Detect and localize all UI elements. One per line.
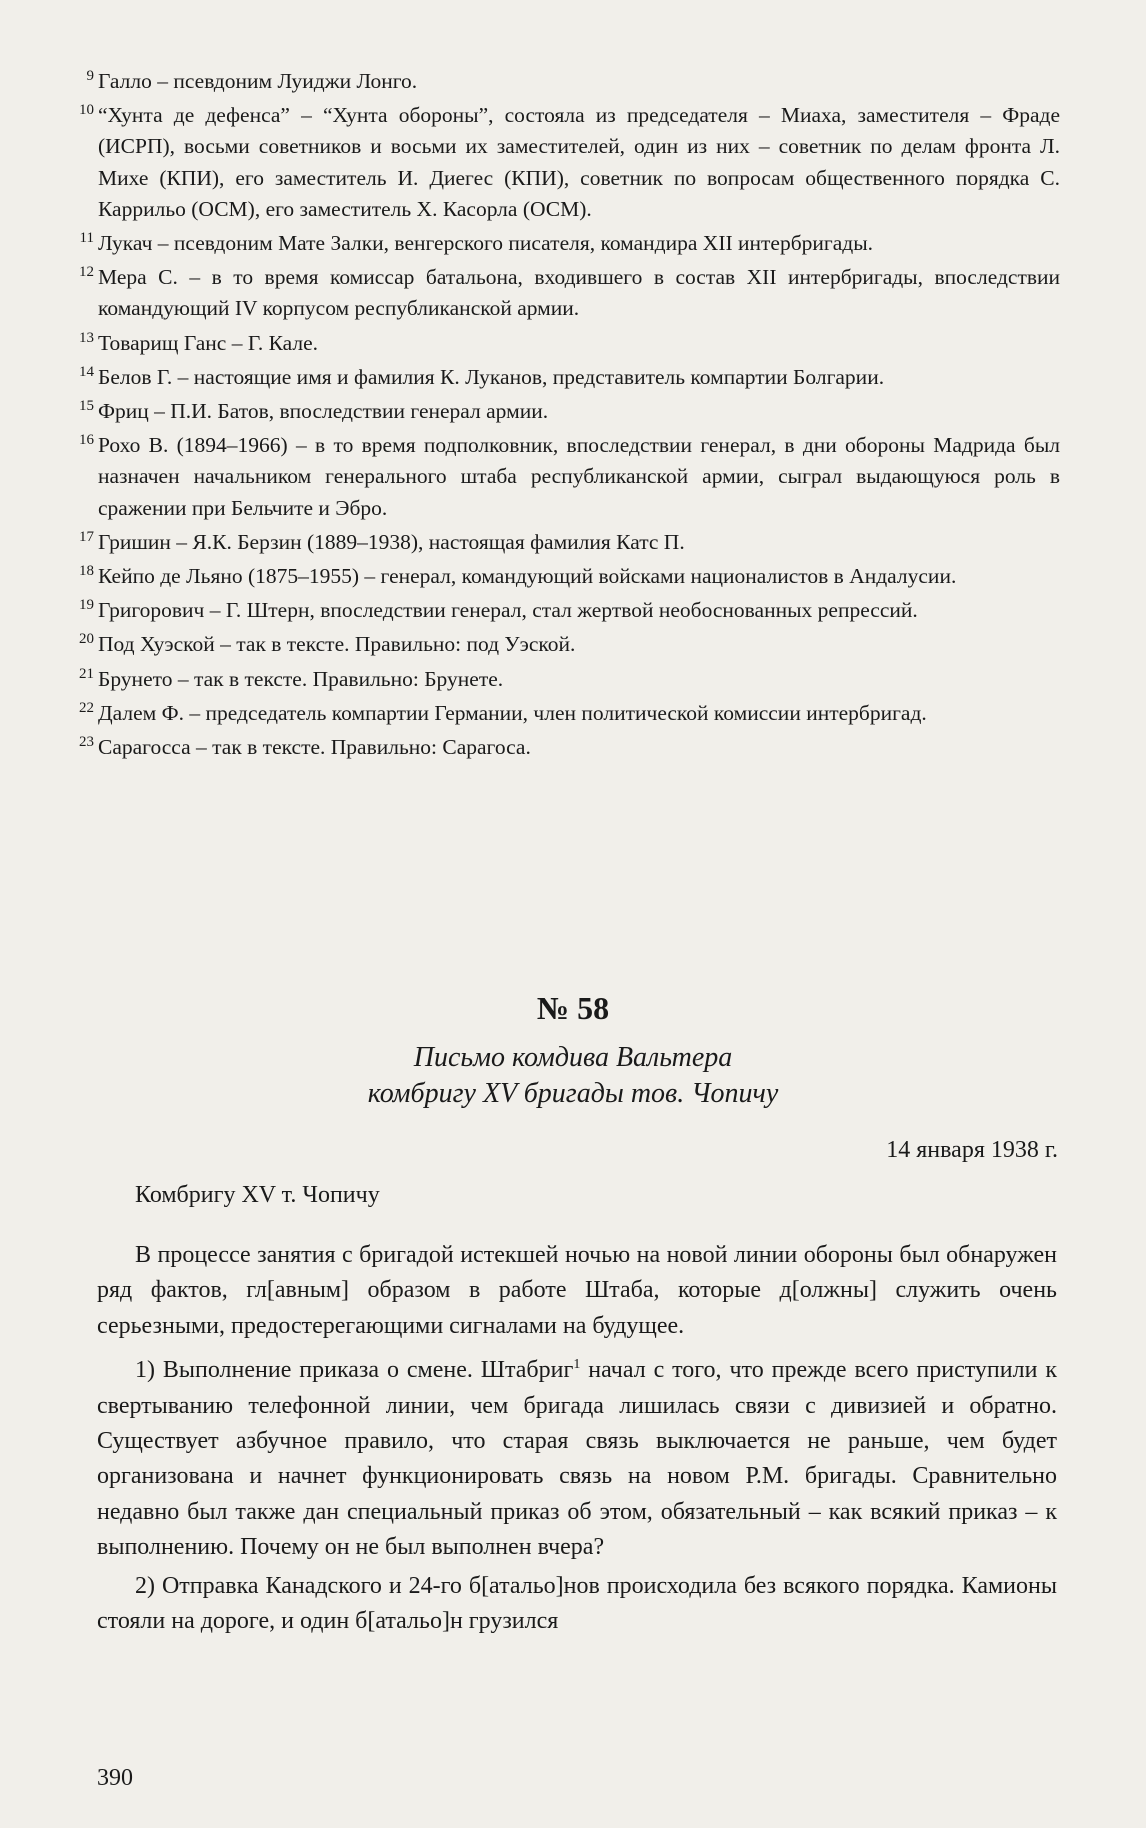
footnote-text: Гришин – Я.К. Берзин (1889–1938), настоящая фамилия Катс П. (98, 529, 685, 554)
footnote-number: 15 (79, 398, 94, 415)
footnote (60, 430, 1060, 524)
footnote (60, 698, 1060, 729)
footnote-text: Под Хуэской – так в тексте. Правильно: под Уэской. (98, 632, 576, 657)
paragraph: 2) Отправка Канадского и 24-го б[атальо]нов происходила без всякого порядка. Камионы стояли на дороге, и один б[атальо]н грузился (97, 1572, 1057, 1635)
footnote-number: 23 (79, 734, 94, 751)
footnote-text: Рохо В. (1894–1966) – в то время подполковник, впоследствии генерал, в дни обороны Мадрида был назначен начальником генерального штаба республиканской армии, сыграл выдающуюся роль в сражении при Бельчите и Эбро. (98, 433, 1060, 520)
footnote-number: 18 (79, 563, 94, 580)
footnote-text: Мера С. – в то время комиссар батальона, входившего в состав XII интербригады, впоследствии командующий IV корпусом республиканской армии. (98, 265, 1060, 321)
footnote-number: 13 (79, 329, 94, 346)
footnote-text: Далем Ф. – председатель компартии Германии, член политической комиссии интербригад. (98, 700, 927, 725)
footnotes-list (60, 66, 1060, 766)
footnote-number: 19 (79, 597, 94, 614)
footnote-number: 16 (79, 432, 94, 449)
footnote (60, 527, 1060, 558)
page-number: 390 (97, 1765, 133, 1791)
footnote-text: Кейпо де Льяно (1875–1955) – генерал, командующий войсками националистов в Андалусии. (98, 564, 957, 589)
document-title-line: комбригу XV бригады тов. Чопичу (367, 1078, 779, 1109)
document-date: 14 января 1938 г. (886, 1137, 1058, 1163)
footnote (60, 100, 1060, 225)
paragraph (97, 1347, 1057, 1565)
letter-body (97, 1238, 1057, 1642)
footnote-text: Галло – псевдоним Луиджи Лонго. (98, 69, 418, 93)
footnote (60, 66, 1060, 97)
footnote-number: 11 (79, 230, 94, 247)
footnote-number: 21 (79, 665, 94, 682)
footnote-text: Лукач – псевдоним Мате Залки, венгерского писателя, командира XII интербригады. (98, 231, 874, 256)
footnote-text: Григорович – Г. Штерн, впоследствии генерал, стал жертвой необоснованных репрессий. (98, 598, 918, 623)
footnote-ref: 1 (573, 1357, 581, 1373)
footnote-text: Брунето – так в тексте. Правильно: Брунете. (98, 666, 504, 691)
footnote (60, 362, 1060, 393)
footnote-text: Сарагосса – так в тексте. Правильно: Сарагоса. (98, 735, 531, 760)
footnote-text: “Хунта де дефенса” – “Хунта обороны”, состояла из председателя – Миаха, заместителя – Фраде (ИСРП), восьми советников и восьми их заместителей, один из них – советник по делам фронта Л. Михе (КПИ), его заместитель И. Диегес (КПИ), советник по вопросам общественного порядка С. Каррильо (ОСМ), его заместитель Х. Касорла (ОСМ). (98, 103, 1060, 221)
footnote-text: Товарищ Ганс – Г. Кале. (98, 330, 319, 355)
footnote (60, 595, 1060, 626)
footnote-number: 12 (79, 264, 94, 281)
footnote (60, 664, 1060, 695)
footnote-number: 17 (79, 528, 94, 545)
footnote (60, 561, 1060, 592)
footnote (60, 732, 1060, 763)
footnote-number: 10 (79, 102, 94, 119)
addressee: Комбригу XV т. Чопичу (135, 1182, 380, 1208)
footnote (60, 396, 1060, 427)
document-title-line: Письмо комдива Вальтера (413, 1042, 733, 1073)
footnote-number: 20 (79, 631, 94, 648)
footnote-text: Белов Г. – настоящие имя и фамилия К. Луканов, представитель компартии Болгарии. (98, 364, 885, 389)
footnote (60, 262, 1060, 324)
footnote-number: 14 (79, 363, 94, 380)
document-title (0, 1040, 1146, 1112)
footnote (60, 328, 1060, 359)
paragraph: В процессе занятия с бригадой истекшей ночью на новой линии обороны был обнаружен ряд фактов, гл[авным] образом в работе Штаба, которые д[олжны] служить очень серьезными, предостерегающими сигналами на будущее. (97, 1242, 1057, 1339)
paragraph-text: начал с того, что прежде всего приступили к свертыванию телефонной линии, чем бригада лишилась связи с дивизией и обратно. Существует азбучное правило, что старая связь выключается не раньше, чем будет организована и начнет функционировать связь на новом Р.М. бригады. Сравнительно недавно был также дан специальный приказ об этом, обязательный – как всякий приказ – к выполнению. Почему он не был выполнен вчера? (97, 1357, 1057, 1561)
footnote-text: Фриц – П.И. Батов, впоследствии генерал армии. (98, 399, 549, 424)
footnote-number: 9 (86, 68, 94, 84)
paragraph-text: 1) Выполнение приказа о смене. Штабриг (135, 1357, 574, 1384)
footnote (60, 629, 1060, 660)
document-number: № 58 (536, 990, 610, 1026)
footnote-number: 22 (79, 699, 94, 716)
footnote (60, 228, 1060, 259)
